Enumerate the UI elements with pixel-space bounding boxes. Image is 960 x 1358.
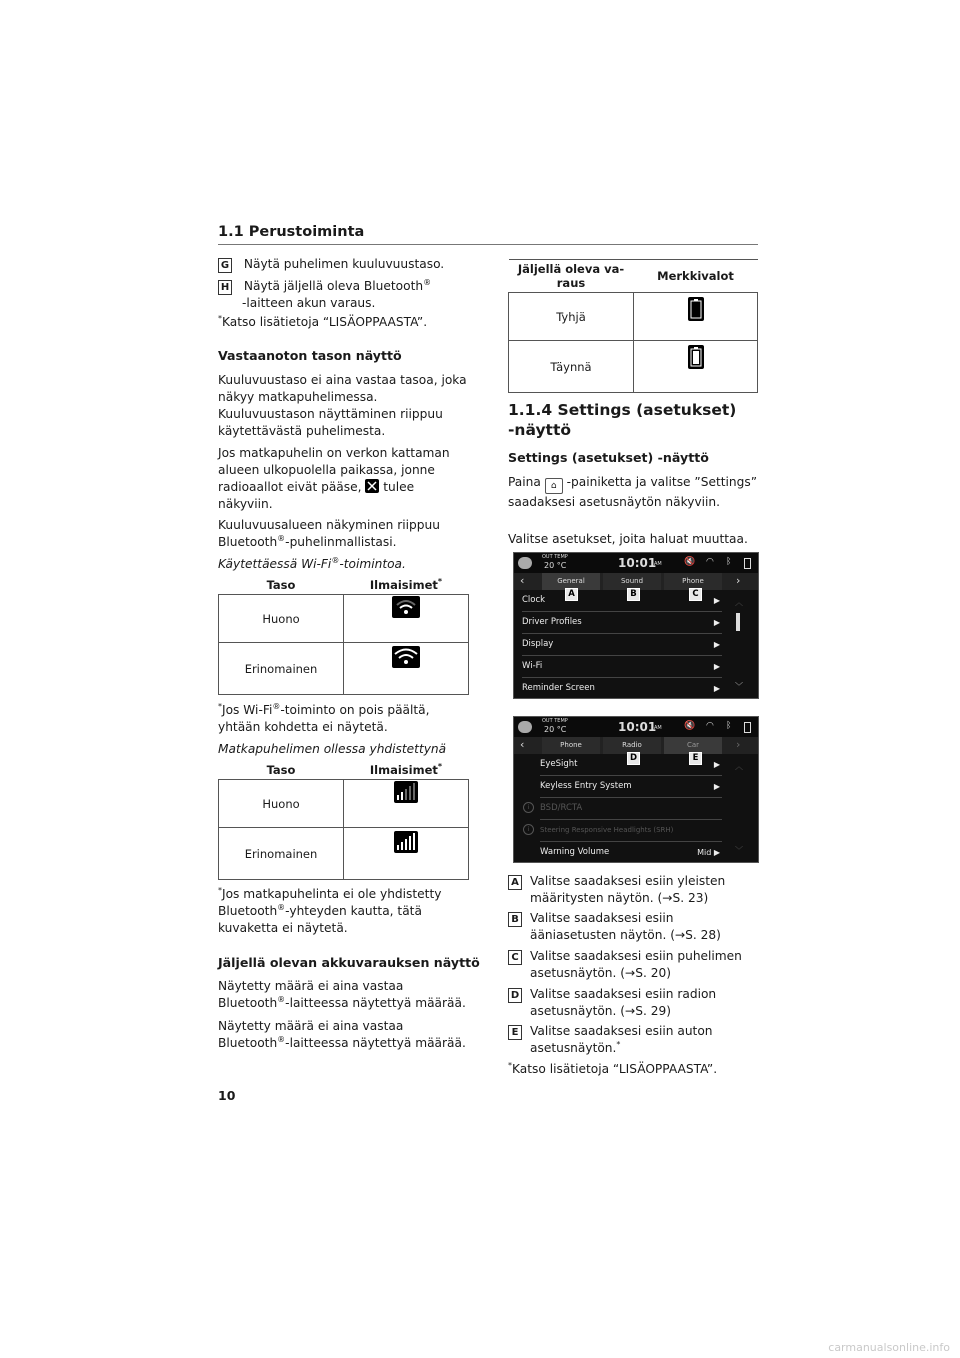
item-h-text2: -laitteen akun varaus. <box>242 296 376 310</box>
row-display[interactable]: Display ▶ <box>522 634 722 656</box>
note1-text: Katso lisätietoja “LISÄOPPAASTA”. <box>222 315 428 329</box>
scroll-up-icon[interactable]: ︿ <box>735 762 743 771</box>
phone-table-h1: Taso <box>219 761 344 780</box>
scroll-down-icon[interactable]: ﹀ <box>735 682 743 691</box>
section-title: 1.1.4 Settings (asetukset) -näyttö <box>508 401 737 439</box>
mute-icon: 🔇 <box>684 557 696 567</box>
phone-row-excellent: Erinomainen <box>219 828 344 880</box>
play-icon: ▶ <box>713 662 720 671</box>
wifi-row-excellent: Erinomainen <box>219 643 344 695</box>
wifi-weak-icon <box>392 596 420 618</box>
letter-d: D <box>508 988 522 1003</box>
scroll-down-icon[interactable]: ﹀ <box>735 846 743 855</box>
wifi-strong-icon <box>392 646 420 668</box>
heading-battery: Jäljellä olevan akkuvarauksen näyttö <box>218 955 480 970</box>
item-g <box>218 256 468 273</box>
wifi-status-icon: ◠ <box>706 721 714 731</box>
note2a: Jos Wi-Fi <box>222 703 273 717</box>
play-icon: ▶ <box>713 782 720 791</box>
tab-phone[interactable]: Phone <box>664 573 722 590</box>
screen1-statusbar <box>514 553 758 573</box>
play-icon: ▶ <box>713 760 720 769</box>
p3b: -puhelinmallistasi. <box>285 535 397 549</box>
phone-row-poor: Huono <box>219 780 344 828</box>
screen1-am: AM <box>654 561 662 567</box>
screen2-am: AM <box>654 725 662 731</box>
right-note: *Katso lisätietoja “LISÄOPPAASTA”. <box>508 1060 718 1076</box>
battery-status-icon <box>744 558 751 569</box>
row-bsd-rcta: BSD/RCTA <box>540 798 722 820</box>
settings-subheading: Settings (asetukset) -näyttö <box>508 450 709 465</box>
tab-prev-icon[interactable]: ‹ <box>520 738 525 751</box>
p4a: Näytetty määrä ei aina vastaa Bluetooth <box>218 979 404 1010</box>
page-number: 10 <box>218 1088 236 1103</box>
screen1-temp: 20 °C <box>544 561 567 570</box>
tab-general[interactable]: General <box>542 573 600 590</box>
scroll-up-icon[interactable]: ︿ <box>735 598 743 607</box>
mute-icon: 🔇 <box>684 721 696 731</box>
p5b: -laitteessa näytettyä määrää. <box>285 1036 466 1050</box>
wifi-table <box>218 576 469 695</box>
reg-mark: ® <box>423 277 432 287</box>
p5: Näytetty määrä ei aina vastaa Bluetooth®-laitteessa näytettyä määrää. <box>218 1019 466 1050</box>
bluetooth-icon: ᛒ <box>726 721 732 731</box>
row-driver-profiles[interactable]: Driver Profiles ▶ <box>522 612 722 634</box>
phone-caption: Matkapuhelimen ollessa yhdistettynä <box>218 742 447 756</box>
right-p1a: Paina <box>508 475 541 489</box>
info-icon[interactable]: i <box>523 824 534 835</box>
battery-row-full: Täynnä <box>509 341 634 393</box>
note1: *Katso lisätietoja “LISÄOPPAASTA”. <box>218 313 428 329</box>
screen2-out-temp: OUT TEMP <box>542 718 568 724</box>
tab-car[interactable]: Car <box>664 737 722 754</box>
bluetooth-icon: ᛒ <box>726 557 732 567</box>
p4b: -laitteessa näytettyä määrää. <box>285 996 466 1010</box>
phone-poor-cell <box>344 780 469 828</box>
item-a-text: Valitse saadaksesi esiin yleisten määritysten näytön. (→S. 23) <box>530 874 726 905</box>
item-a <box>508 873 758 907</box>
home-button-icon: ⌂ <box>545 478 563 494</box>
play-icon: ▶ <box>713 596 720 605</box>
row-reminder-screen[interactable]: Reminder Screen ▶ <box>522 678 722 699</box>
p2b: tulee <box>383 480 415 494</box>
section-header: 1.1 Perustoiminta <box>218 224 365 240</box>
phone-excellent-cell <box>344 828 469 880</box>
label-b: B <box>627 588 640 601</box>
warning-volume-value: Mid ▶ <box>697 848 720 857</box>
settings-screen-general <box>513 552 759 699</box>
p3: Kuuluvuusalueen näkyminen riippuu Bluetooth®-puhelinmallistasi. <box>218 518 440 549</box>
row-eyesight[interactable]: EyeSight ▶ <box>540 754 722 776</box>
play-icon: ▶ <box>713 684 720 693</box>
right-p1b: -painiketta ja valitse <box>566 475 691 489</box>
right-note-text: Katso lisätietoja “LISÄOPPAASTA”. <box>512 1062 718 1076</box>
p5a: Näytetty määrä ei aina vastaa Bluetooth <box>218 1019 404 1050</box>
row-keyless-entry[interactable]: Keyless Entry System ▶ <box>540 776 722 798</box>
letter-c: C <box>508 950 522 965</box>
item-e: E Valitse saadaksesi esiin auton asetusnäytön.* <box>508 1023 758 1057</box>
p2a: Jos matkapuhelin on verkon kattaman alueen ulkopuolella paikassa, jonne radioaallot eivät pääse, <box>218 446 450 494</box>
tab-prev-icon[interactable]: ‹ <box>520 574 525 587</box>
item-h-text: Näytä jäljellä oleva Bluetooth <box>243 279 424 293</box>
screen2-time: 10:01 <box>618 720 657 734</box>
note2: *Jos Wi-Fi®-toiminto on pois päältä, yhtään kohdetta ei näytetä. <box>218 701 430 734</box>
tab-radio[interactable]: Radio <box>603 737 661 754</box>
wifi-excellent-cell <box>344 643 469 695</box>
row-srh: Steering Responsive Headlights (SRH) <box>540 820 722 842</box>
row-clock[interactable]: Clock ▶ <box>522 590 722 612</box>
wifi-caption-a: Käytettäessä Wi-Fi <box>218 557 332 571</box>
app-logo-icon <box>518 557 532 569</box>
label-e: E <box>689 752 702 765</box>
header-rule <box>218 244 758 245</box>
battery-full-cell <box>634 341 758 393</box>
battery-row-empty: Tyhjä <box>509 293 634 341</box>
item-d <box>508 986 758 1020</box>
note2b: -toiminto on pois päältä, yhtään kohdetta ei näytetä. <box>218 703 430 734</box>
wifi-status-icon: ◠ <box>706 557 714 567</box>
p4: Näytetty määrä ei aina vastaa Bluetooth®-laitteessa näytettyä määrää. <box>218 979 466 1010</box>
tab-next-icon[interactable]: › <box>736 738 741 751</box>
label-a: A <box>565 588 578 601</box>
battery-empty-icon <box>688 297 704 321</box>
app-logo-icon <box>518 721 532 733</box>
item-b-text: Valitse saadaksesi esiin ääniasetusten näytön. (→S. 28) <box>530 911 721 942</box>
screen2-statusbar <box>514 717 758 737</box>
p2c: näkyviin. <box>218 497 273 511</box>
screen1-out-temp: OUT TEMP <box>542 554 568 560</box>
item-c-text: Valitse saadaksesi esiin puhelimen asetusnäytön. (→S. 20) <box>530 949 742 980</box>
battery-table-h2: Merkkivalot <box>634 260 758 293</box>
item-c <box>508 948 758 982</box>
no-signal-icon <box>365 479 379 493</box>
note3: *Jos matkapuhelinta ei ole yhdistetty Bluetooth®-yhteyden kautta, tätä kuvaketta ei näytetä. <box>218 885 442 935</box>
settings-screen-car <box>513 716 759 863</box>
heading-reception: Vastaanoton tason näyttö <box>218 348 402 363</box>
scrollbar-thumb[interactable] <box>736 613 740 631</box>
screen2-temp: 20 °C <box>544 725 567 734</box>
letter-e: E <box>508 1025 522 1040</box>
wifi-table-h2: Ilmaisimet* <box>344 576 469 595</box>
wifi-row-poor: Huono <box>219 595 344 643</box>
letter-b: B <box>508 912 522 927</box>
p3a: Kuuluvuusalueen näkyminen riippuu Bluetooth <box>218 518 440 549</box>
phone-table <box>218 761 469 880</box>
watermark: carmanualsonline.info <box>828 1341 950 1354</box>
tab-next-icon[interactable]: › <box>736 574 741 587</box>
p2 <box>218 445 468 513</box>
label-c: C <box>689 588 702 601</box>
right-p2: Valitse asetukset, joita haluat muuttaa. <box>508 532 748 546</box>
item-b <box>508 910 758 944</box>
tab-sound[interactable]: Sound <box>603 573 661 590</box>
letter-h: H <box>218 280 232 295</box>
phone-table-h2: Ilmaisimet* <box>344 761 469 780</box>
battery-status-icon <box>744 722 751 733</box>
wifi-table-h1: Taso <box>219 576 344 595</box>
label-d: D <box>627 752 640 765</box>
p1: Kuuluvuustaso ei aina vastaa tasoa, joka näkyy matkapuhelimessa. Kuuluvuustason näyttäminen riippuu käytettävästä puhelimesta. <box>218 373 467 438</box>
letter-g: G <box>218 258 232 273</box>
letter-a: A <box>508 875 522 890</box>
battery-full-icon <box>688 345 704 369</box>
play-icon: ▶ <box>713 640 720 649</box>
signal-weak-icon <box>394 781 418 803</box>
wifi-poor-cell <box>344 595 469 643</box>
screen1-time: 10:01 <box>618 556 657 570</box>
tab-phone[interactable]: Phone <box>542 737 600 754</box>
item-g-text: Näytä puhelimen kuuluvuustaso. <box>243 257 445 271</box>
note3b: -yhteyden kautta, tätä kuvaketta ei näytetä. <box>218 904 422 935</box>
battery-table <box>508 259 758 393</box>
item-h <box>218 278 468 312</box>
row-warning-volume[interactable]: Warning Volume Mid ▶ <box>540 842 722 863</box>
wifi-caption-b: -toimintoa. <box>339 557 406 571</box>
info-icon[interactable]: i <box>523 802 534 813</box>
battery-table-h1: Jäljellä oleva va- raus <box>509 260 634 293</box>
item-e-text: Valitse saadaksesi esiin auton asetusnäytön. <box>530 1024 713 1055</box>
signal-strong-icon <box>394 831 418 853</box>
item-d-text: Valitse saadaksesi esiin radion asetusnäytön. (→S. 29) <box>530 987 717 1018</box>
battery-empty-cell <box>634 293 758 341</box>
wifi-caption: Käytettäessä Wi-Fi®-toimintoa. <box>218 555 406 571</box>
play-icon: ▶ <box>713 618 720 627</box>
right-p1c: ”Settings” saadaksesi asetusnäytön näkyviin. <box>508 475 758 509</box>
row-wifi[interactable]: Wi-Fi ▶ <box>522 656 722 678</box>
right-p1 <box>508 474 758 511</box>
note3a: Jos matkapuhelinta ei ole yhdistetty Bluetooth <box>218 887 442 918</box>
